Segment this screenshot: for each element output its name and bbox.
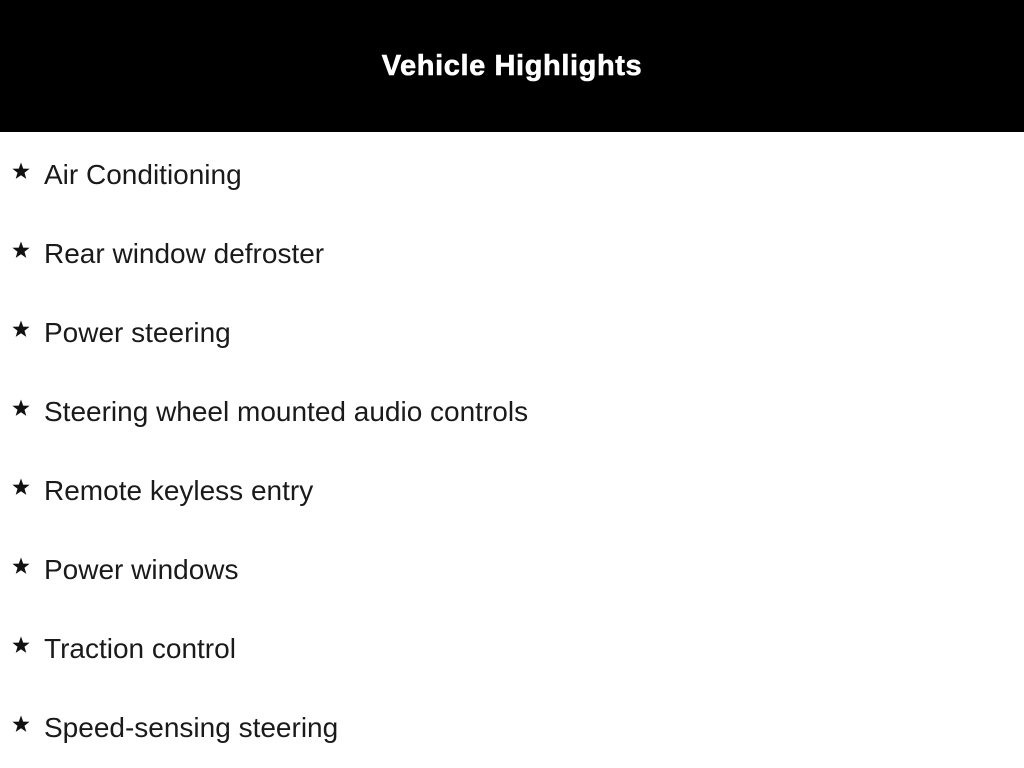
star-icon bbox=[11, 477, 31, 497]
list-item-label: Rear window defroster bbox=[44, 238, 325, 269]
list-item-label: Speed-sensing steering bbox=[44, 712, 339, 743]
list-item-label: Traction control bbox=[44, 633, 236, 664]
list-item bbox=[0, 550, 1024, 590]
list-item bbox=[0, 155, 1024, 195]
star-icon bbox=[11, 635, 31, 655]
page-title: Vehicle Highlights bbox=[381, 49, 643, 82]
star-icon bbox=[11, 319, 31, 339]
list-item bbox=[0, 234, 1024, 274]
list-item-label: Steering wheel mounted audio controls bbox=[44, 396, 529, 427]
star-icon bbox=[11, 240, 31, 260]
list-item bbox=[0, 629, 1024, 669]
star-icon bbox=[11, 398, 31, 418]
list-item-label: Air Conditioning bbox=[44, 159, 242, 190]
list-item bbox=[0, 313, 1024, 353]
list-item bbox=[0, 708, 1024, 748]
list-item-label: Power steering bbox=[44, 317, 231, 348]
list-item bbox=[0, 471, 1024, 511]
list-item bbox=[0, 392, 1024, 432]
header-bar bbox=[0, 0, 1024, 132]
list-item-label: Power windows bbox=[44, 554, 239, 585]
star-icon bbox=[11, 556, 31, 576]
star-icon bbox=[11, 161, 31, 181]
star-icon bbox=[11, 714, 31, 734]
list-item-label: Remote keyless entry bbox=[44, 475, 314, 506]
